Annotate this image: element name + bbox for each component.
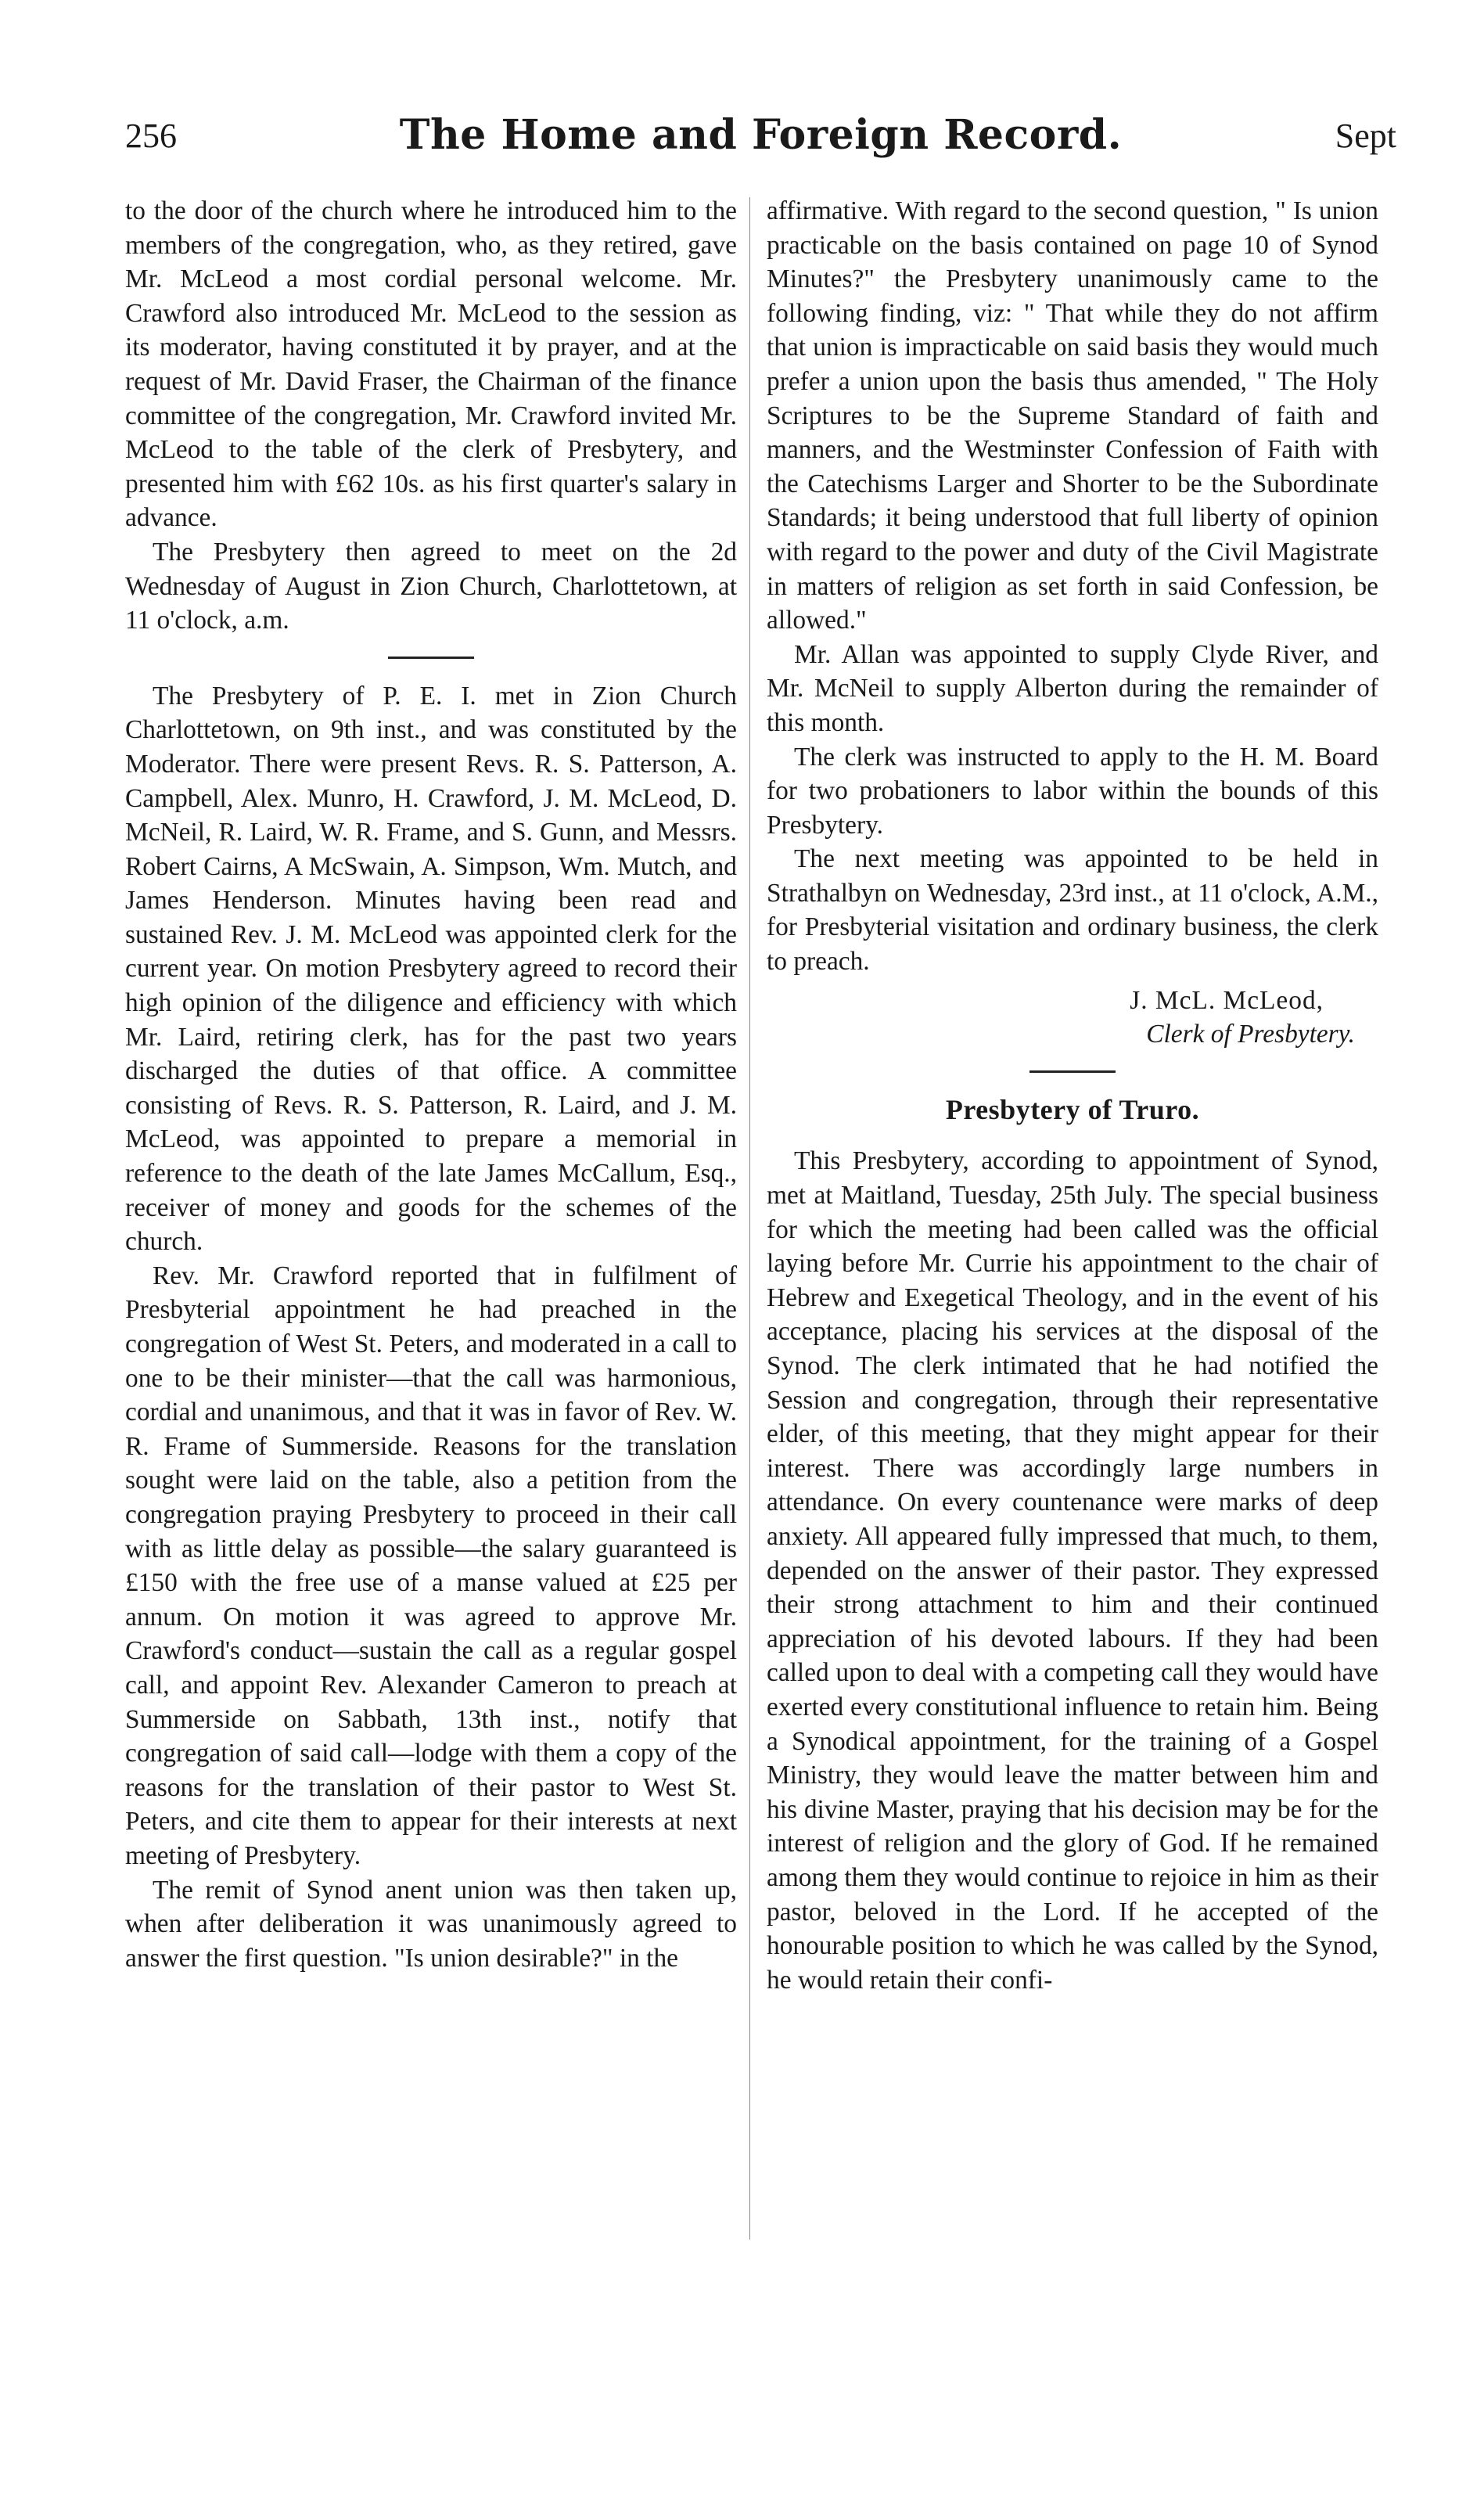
signature-name: J. McL. McLeod, [1130, 985, 1324, 1015]
paragraph: The clerk was instructed to apply to the H. M. Board for two probationers to labor within the bounds of this Presbytery. [767, 742, 1378, 840]
section-divider [1029, 1070, 1116, 1073]
paragraph: The remit of Synod anent union was then taken up, when after deliberation it was unanimously agreed to answer the first question. "Is union desirable?" in the [125, 1875, 737, 1973]
journal-title: The Home and Foreign Record. [399, 111, 1123, 159]
paragraph: The Presbytery of P. E. I. met in Zion Church Charlottetown, on 9th inst., and was constituted by the Moderator. There were present Revs. R. S. Patterson, A. Campbell, Alex. Munro, H. Crawford, J. M. McLeod, D. McNeil, R. Laird, W. R. Frame, and S. Gunn, and Messrs. Robert Cairns, A McSwain, A. Simpson, Wm. Mutch, and James Henderson. Minutes having been read and sustained Rev. J. M. McLeod was appointed clerk for the current year. On motion Presbytery agreed to record their high opinion of the diligence and efficiency with which Mr. Laird, retiring clerk, has for the past two years discharged the duties of that office. A committee consisting of Revs. R. S. Patterson, R. Laird, and J. M. McLeod, was appointed to prepare a memorial in reference to the death of the late James McCallum, Esq., receiver of money and goods for the schemes of the church. [125, 681, 737, 1257]
column-divider [749, 197, 750, 2240]
paragraph: The Presbytery then agreed to meet on the 2d Wednesday of August in Zion Church, Charlottetown, at 11 o'clock, a.m. [125, 537, 737, 635]
paragraph: Mr. Allan was appointed to supply Clyde River, and Mr. McNeil to supply Alberton during the remainder of this month. [767, 639, 1378, 737]
section-divider [388, 657, 474, 659]
paragraph: to the door of the church where he introduced him to the members of the congregation, who, as they retired, gave Mr. McLeod a most cordial personal welcome. Mr. Crawford also introduced Mr. McLeod to the session as its moderator, having constituted it by prayer, and at the request of Mr. David Fraser, the Chairman of the finance committee of the congregation, Mr. Crawford invited Mr. McLeod to the table of the clerk of Presbytery, and presented him with £62 10s. as his first quarter's salary in advance. [125, 196, 737, 533]
running-head [125, 111, 1396, 178]
paragraph: This Presbytery, according to appointment of Synod, met at Maitland, Tuesday, 25th July. The special business for which the meeting had been called was the official laying before Mr. Currie his appointment to the chair of Hebrew and Exegetical Theology, and in the event of his acceptance, placing his services at the disposal of the Synod. The clerk intimated that he had notified the Session and congregation, through their representative elder, of this meeting, that they might appear for their interest. There was accordingly large numbers in attendance. On every countenance were marks of deep anxiety. All appeared fully impressed that much, to them, depended on the answer of their pastor. They expressed their strong attachment to him and their continued appreciation of his devoted labours. If they had been called upon to deal with a competing call they would have exerted every constitutional influence to retain him. Being a Synodical appointment, for the training of a Gospel Ministry, they would leave the matter between him and his divine Master, praying that his decision may be for the interest of religion and the glory of God. If he remained among them they would continue to rejoice in him as their pastor, beloved in the Lord. If he accepted of the honourable position to which he was called by the Synod, he would retain their confi- [767, 1146, 1378, 1995]
paragraph: affirmative. With regard to the second question, " Is union practicable on the basis contained on page 10 of Synod Minutes?" the Presbytery unanimously came to the following finding, viz: " That while they do not affirm that union is impracticable on said basis they would much prefer a union upon the basis thus amended, " The Holy Scriptures to be the Supreme Standard of faith and manners, and the Westminster Confession of Faith with the Catechisms Larger and Shorter to be the Subordinate Standards; it being understood that full liberty of opinion with regard to the power and duty of the Civil Magistrate in matters of religion as set forth in said Confession, be allowed." [767, 196, 1378, 635]
section-title: Presbytery of Truro. [945, 1093, 1200, 1125]
left-column [125, 194, 737, 1975]
month-label: Sept [1335, 117, 1396, 155]
paragraph: The next meeting was appointed to be held in Strathalbyn on Wednesday, 23rd inst., at 11 o'clock, A.M., for Presbyterial visitation and ordinary business, the clerk to preach. [767, 844, 1378, 977]
right-column [767, 194, 1378, 1997]
page-number: 256 [125, 117, 177, 155]
signature-title: Clerk of Presbytery. [1146, 1020, 1355, 1049]
paragraph: Rev. Mr. Crawford reported that in fulfilment of Presbyterial appointment he had preached in the congregation of West St. Peters, and moderated in a call to one to be their minister—that the call was harmonious, cordial and unanimous, and that it was in favor of Rev. W. R. Frame of Summerside. Reasons for the translation sought were laid on the table, also a petition from the congregation praying Presbytery to proceed in their call with as little delay as possible—the salary guaranteed is £150 with the free use of a manse valued at £25 per annum. On motion it was agreed to approve Mr. Crawford's conduct—sustain the call as a regular gospel call, and appoint Rev. Alexander Cameron to preach at Summerside on Sabbath, 13th inst., notify that congregation of said call—lodge with them a copy of the reasons for the translation of their pastor to West St. Peters, and cite them to appear for their interests at next meeting of Presbytery. [125, 1261, 737, 1870]
